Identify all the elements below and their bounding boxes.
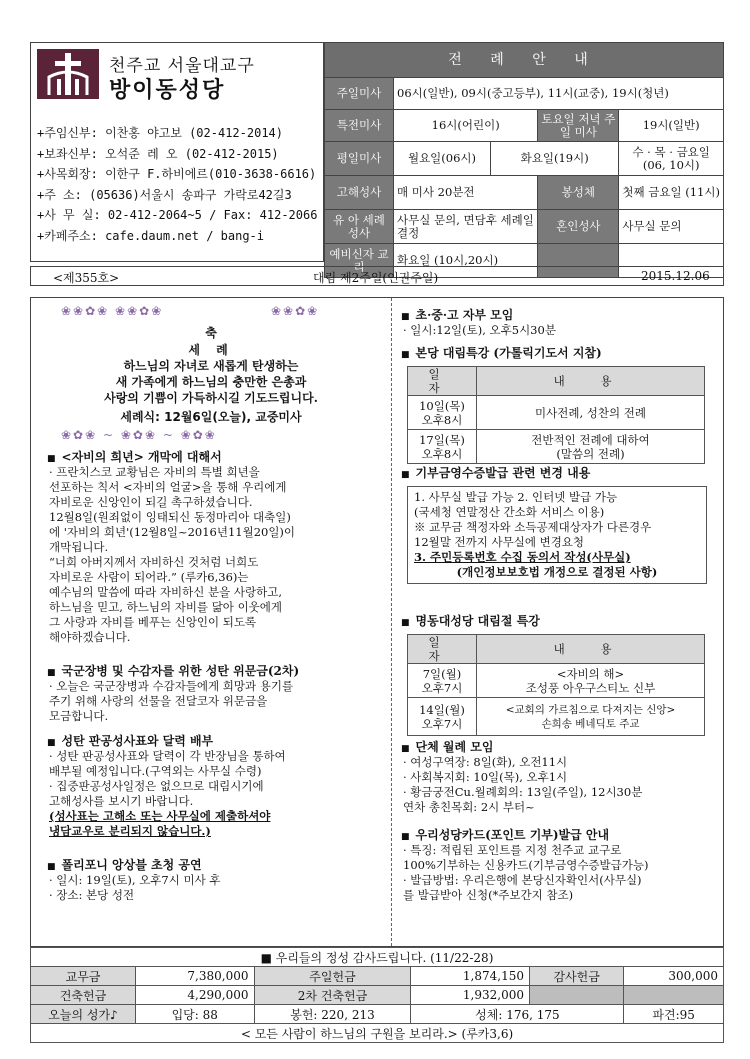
hymn-recession: 파견:95 (624, 1005, 724, 1024)
liturgy-title: 전 례 안 내 (325, 43, 724, 78)
contact-council: +사목회장: 이한구 F.하비에르(010-3638-6616) (37, 167, 317, 182)
catechumen-label: 예비신자 교 리 (325, 244, 394, 278)
marriage-value: 사무실 문의 (619, 210, 724, 244)
table-header-content: 내 용 (477, 635, 705, 664)
contact-list (37, 123, 321, 247)
offering-label: 2차 건축헌금 (254, 986, 411, 1005)
empty-cell (624, 986, 724, 1005)
wed-fri-mass: 수 · 목 · 금요일 (06, 10시) (619, 142, 724, 176)
issue-number: <제355호> (53, 271, 120, 285)
receipt-heading: ■ 기부금영수증발급 관련 변경 내용 (401, 466, 591, 480)
hymn-communion: 성체: 176, 175 (411, 1005, 624, 1024)
archdiocese-name: 천주교 서울대교구 (109, 56, 255, 76)
offering-label: 감사헌금 (529, 967, 623, 986)
offering-label: 건축헌금 (31, 986, 136, 1005)
sunday-mass-label: 주일미사 (325, 78, 394, 110)
jubilee-heading: ■ <자비의 희년> 개막에 대해서 (47, 450, 222, 464)
table-header-date: 일 자 (408, 367, 477, 396)
flower-ornament-icon: ❀✿❀ ~ ❀✿❀ ~ ❀✿❀ (61, 428, 217, 442)
offering-label: 교무금 (31, 967, 136, 986)
offering-value: 300,000 (624, 967, 724, 986)
contact-assistant: +보좌신부: 오석준 레 오 (02-412-2015) (37, 146, 279, 161)
contact-address: +주 소: (05636)서울시 송파구 가락로42길3 (37, 187, 292, 202)
tuesday-mass: 화요일(19시) (491, 142, 619, 176)
hymn-offertory: 봉헌: 220, 213 (254, 1005, 411, 1024)
special-mass-label: 특전미사 (325, 110, 394, 142)
confession-value: 매 미사 20분전 (394, 176, 538, 210)
confession-label: 고해성사 (325, 176, 394, 210)
congrats-title: 축 (205, 326, 217, 340)
anointing-label: 봉성체 (538, 176, 619, 210)
issue-date: 2015.12.06 (641, 269, 710, 283)
special-mass-value: 16시(어린이) (394, 110, 538, 142)
concert-heading: ■ 폴리포니 앙상블 초청 공연 (47, 858, 202, 872)
flower-ornament-icon: ❀❀✿❀ ❀❀✿❀ (61, 304, 164, 318)
baptism-title: 세 례 (188, 343, 234, 357)
saturday-eve-value: 19시(일반) (619, 110, 724, 142)
offering-label: 주일헌금 (254, 967, 411, 986)
concert-text: · 일시: 19일(토), 오후7시 미사 후 · 장소: 본당 성전 (49, 873, 221, 902)
parish-logo-icon (37, 49, 99, 99)
advent-lecture-heading: ■ 본당 대림특강 (가톨릭기도서 지참) (401, 346, 602, 360)
table-row: 10일(목) 오후8시 미사전례, 성찬의 전례 (408, 396, 705, 430)
youth-meeting-text: · 일시:12일(토), 오후5시30분 (403, 323, 556, 337)
offering-value: 7,380,000 (136, 967, 255, 986)
infant-baptism-label: 유 아 세례성사 (325, 210, 394, 244)
liturgy-table (324, 42, 724, 278)
flower-ornament-icon: ❀❀✿❀ (271, 304, 320, 318)
hymn-label: 오늘의 성가♪ (31, 1005, 136, 1024)
advent-lecture-table (407, 366, 705, 464)
weekday-mass-label: 평일미사 (325, 142, 394, 176)
main-content (30, 297, 724, 947)
youth-meeting-heading: ■ 초·중·고 자부 모임 (401, 308, 514, 322)
liturgical-week: 대림 제2주일(인권주일) (313, 271, 439, 285)
offering-title: ■ 우리들의 정성 감사드립니다. (11/22-28) (31, 948, 724, 967)
card-text: · 특징: 적립된 포인트를 지정 천주교 교구로 100%기부하는 신용카드(기부금영수증발급가능) · 발급방법: 우리은행에 본당신자확인서(사무실) 를 발급받아 신청(*주보간지 참조) (403, 843, 649, 902)
anointing-value: 첫째 금요일 (11시) (619, 176, 724, 210)
offering-value: 1,932,000 (411, 986, 530, 1005)
offering-value: 1,874,150 (411, 967, 530, 986)
cathedral-lecture-heading: ■ 명동대성당 대림절 특강 (401, 614, 540, 628)
soldier-gift-text: · 오늘은 국군장병과 수감자들에게 희망과 용기를 주기 위해 사랑의 선물을 전달코자 위문금을 모금합니다. (49, 679, 294, 723)
table-row: 17일(목) 오후8시 전반적인 전례에 대하여 (말씀의 전례) (408, 430, 705, 464)
marriage-label: 혼인성사 (538, 210, 619, 244)
contact-office: +사 무 실: 02-412-2064~5 / Fax: 412-2066 (37, 208, 318, 223)
cathedral-lecture-table (407, 634, 705, 736)
group-meeting-heading: ■ 단체 월례 모임 (401, 740, 494, 754)
confession-card-heading: ■ 성탄 판공성사표와 달력 배부 (47, 734, 214, 748)
infant-baptism-value: 사무실 문의, 면담후 세례일 결정 (394, 210, 538, 244)
issue-bar (30, 266, 724, 286)
table-header-content: 내 용 (477, 367, 705, 396)
card-heading: ■ 우리성당카드(포인트 기부)발급 안내 (401, 828, 610, 842)
column-divider (391, 298, 392, 946)
hymn-entrance: 입당: 88 (136, 1005, 255, 1024)
scripture-quote: < 모든 사람이 하느님의 구원을 보리라.> (루카3,6) (31, 1024, 724, 1043)
contact-cafe: +카페주소: cafe.daum.net / bang-i (37, 228, 265, 243)
saturday-eve-label: 토요일 저녁 주일 미사 (538, 110, 619, 142)
baptism-schedule: 세례식: 12월6일(오늘), 교중미사 (120, 410, 302, 424)
receipt-notice-box: 1. 사무실 발급 가능 2. 인터넷 발급 가능 (국세청 연말정산 간소화 서비스 이용) ※ 교무금 책정자와 소득공제대상자가 다른경우 12월말 전까지 사무실에 변경요청 3. 주민등록번호 수집 동의서 작성(사무실) (개인정보보호법 개정으로 결정된 사항) (407, 486, 707, 584)
parish-info-box (30, 42, 324, 262)
contact-pastor: +주임신부: 이찬홍 야고보 (02-412-2014) (37, 126, 283, 140)
sunday-mass-value: 06시(일반), 09시(중고등부), 11시(교중), 19시(청년) (394, 78, 724, 110)
table-header-date: 일 자 (408, 635, 477, 664)
blessing-text: 하느님의 자녀로 새롭게 탄생하는 새 가족에게 하느님의 충만한 은총과 사랑의 기쁨이 가득하시길 기도드립니다. (104, 359, 318, 405)
soldier-gift-heading: ■ 국군장병 및 수감자를 위한 성탄 위문금(2차) (47, 664, 300, 678)
catechumen-value: 화요일 (10시,20시) (394, 244, 538, 278)
offering-table (30, 947, 724, 1043)
monday-mass: 월요일(06시) (394, 142, 491, 176)
group-meeting-text: · 여성구역장: 8일(화), 오전11시 · 사회복지회: 10일(목), 오후1시 · 황금궁전Cu.월례회의: 13일(주일), 12시30분 연차 총친목회: 2시 부터~ (403, 755, 643, 814)
jubilee-text: · 프란치스코 교황님은 자비의 특별 희년을 선포하는 칙서 <자비의 얼굴>을 통해 우리에게 자비로운 신앙인이 되길 촉구하셨습니다. 12월8일(원죄없이 잉태되신 동정마리아 대축일) 에 '자비의 희년'(12월8일~2016년11월20일)이 개막됩니다. “너희 아버지께서 자비하신 것처럼 너희도 자비로운 사람이 되어라.” (루카6,36)는 예수님의 말씀에 따라 자비하신 분을 사랑하고, 하느님을 믿고, 하느님의 자비를 닮아 이웃에게 그 사랑과 자비를 베푸는 신앙인이 되도록 해야하겠습니다. (49, 465, 296, 644)
empty-cell (529, 986, 623, 1005)
parish-name: 방이동성당 (109, 78, 226, 103)
confession-card-text: · 성탄 판공성사표와 달력이 각 반장님을 통하여 배부될 예정입니다.(구역외는 사무실 수령) · 집중판공성사일정은 없으므로 대림시기에 고해성사를 보시기 바랍니다. (성사표는 고해소 또는 사무실에 제출하셔야 냉담교우로 분리되지 않습니다.) (49, 749, 286, 838)
table-row: 14일(월) 오후7시 <교회의 가르침으로 다져지는 신앙> 손희송 베네딕토 주교 (408, 698, 705, 736)
table-row: 7일(월) 오후7시 <자비의 해> 조성풍 아우구스티노 신부 (408, 664, 705, 698)
offering-value: 4,290,000 (136, 986, 255, 1005)
